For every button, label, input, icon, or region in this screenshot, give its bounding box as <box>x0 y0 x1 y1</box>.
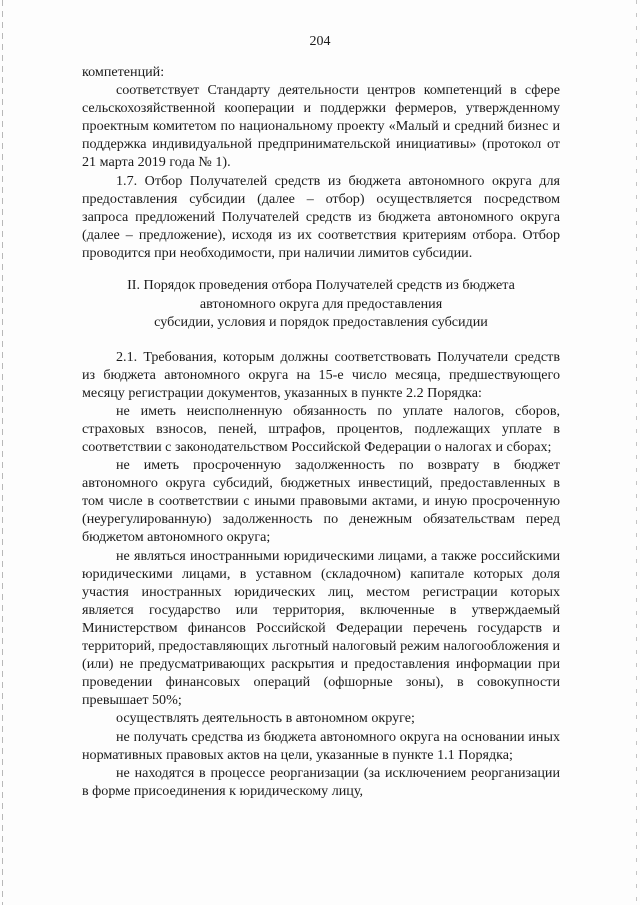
section-heading-line-2: автономного округа для предоставления <box>199 295 443 312</box>
scan-edge-right <box>636 0 637 905</box>
requirement-operate-in-district: осуществлять деятельность в автономном округе; <box>116 710 415 727</box>
page-number: 204 <box>309 34 331 49</box>
section-heading-line-1: II. Порядок проведения отбора Получателей средств из бюджета <box>127 277 515 294</box>
requirement-no-reorganization: не находятся в процессе реорганизации (за исключением реорганизации в форме присоединения к юридическому лицу, <box>82 764 560 799</box>
requirement-no-tax-debt: не иметь неисполненную обязанность по уплате налогов, сборов, страховых взносов, пеней, штрафов, процентов, подлежащих уплате в соответствии с законодательством Российской Федерации о налогах и сборах; <box>82 402 560 455</box>
paragraph-standard-compliance: соответствует Стандарту деятельности центров компетенций в сфере сельскохозяйственной кооперации и поддержки фермеров, утвержденному проектным комитетом по национальному проекту «Малый и средний бизнес и поддержка индивидуальной предпринимательской инициативы» (протокол от 21 марта 2019 года № 1). <box>82 82 560 171</box>
requirement-no-other-funding: не получать средства из бюджета автономного округа на основании иных нормативных правовых актов на цели, указанные в пункте 1.1 Порядка; <box>82 728 560 763</box>
section-heading <box>82 276 560 332</box>
section-heading-line-3: субсидии, условия и порядок предоставления субсидии <box>154 314 488 331</box>
paragraph-1-7: 1.7. Отбор Получателей средств из бюджета автономного округа для предоставления субсидии (далее – отбор) осуществляется посредством запроса предложений Получателей средств из бюджета автономного округа (далее – предложение), исходя из их соответствия критериям отбора. Отбор проводится при необходимости, при наличии лимитов субсидии. <box>82 172 560 261</box>
scan-edge-left <box>2 0 3 905</box>
requirement-not-foreign-entity: не являться иностранными юридическими лицами, а также российскими юридическими лицами, в уставном (складочном) капитале которых доля участия иностранных юридических лиц, местом регистрации которых является государство или территория, включенные в утверждаемый Министерством финансов Российской Федерации перечень государств и территорий, предоставляющих льготный налоговый режим налогообложения и (или) не предусматривающих раскрытия и предоставления информации при проведении финансовых операций (офшорные зоны), в совокупности превышает 50%; <box>82 547 560 709</box>
paragraph-2-1: 2.1. Требования, которым должны соответствовать Получатели средств из бюджета автономного округа на 15-е число месяца, предшествующего месяцу регистрации документов, указанных в пункте 2.2 Порядка: <box>82 348 560 401</box>
document-body <box>82 63 560 800</box>
requirement-no-overdue-debt: не иметь просроченную задолженность по возврату в бюджет автономного округа субсидий, бюджетных инвестиций, предоставленных в том числе в соответствии с иными правовыми актами, и иную просроченную (неурегулированную) задолженность по денежным обязательствам перед бюджетом автономного округа; <box>82 457 560 546</box>
paragraph-continuation: компетенций: <box>82 64 165 80</box>
